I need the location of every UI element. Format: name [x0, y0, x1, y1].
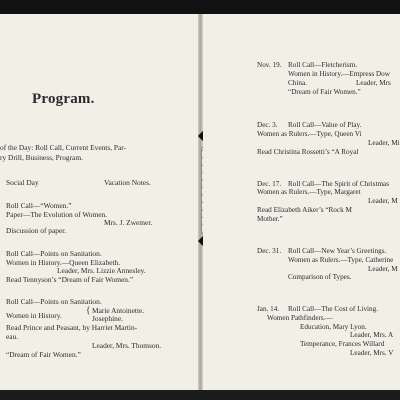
dec31-leader: Leader, M	[368, 265, 398, 273]
cover-bottom-edge	[0, 390, 400, 400]
dec3-roll-call: Roll Call—Value of Play.	[288, 121, 362, 129]
jan14-leader-2: Leader, Mrs. V	[350, 349, 394, 357]
cover-top-edge	[0, 0, 400, 14]
jan14-education: Education, Mary Lyon.	[300, 323, 367, 331]
vacation-notes: Vacation Notes.	[104, 178, 151, 187]
dec31-roll-call: Roll Call—New Year’s Greetings.	[288, 247, 387, 255]
women-in-history: Women in History.	[6, 311, 62, 320]
dec31-comparison: Comparison of Types.	[288, 273, 352, 281]
social-day: Social Day	[6, 178, 39, 187]
dec3-read: Read Christina Rossetti’s “A Royal	[257, 148, 359, 156]
read-tennyson: Read Tennyson’s “Dream of Fair Women.”	[6, 275, 134, 284]
roll-call-sanitation-1: Roll Call—Points on Sanitation.	[6, 249, 102, 258]
paper-author: Mrs. J. Zwemer.	[104, 218, 153, 227]
dec3-date: Dec. 3.	[257, 121, 278, 129]
roll-call-sanitation-2: Roll Call—Points on Sanitation.	[6, 297, 102, 306]
read-prince-line-1: Read Prince and Peasant, by Harriet Martin-	[6, 323, 138, 332]
roll-call-women: Roll Call—“Women.”	[6, 201, 72, 210]
dec17-mother: Mother.”	[257, 215, 283, 223]
nov19-women-history: Women in History.—Empress Dow	[288, 70, 390, 78]
paper-evolution: Paper—The Evolution of Women.	[6, 210, 108, 219]
dec17-leader: Leader, M	[368, 197, 398, 205]
dec17-women-rulers: Women as Rulers.—Type, Margaret	[257, 188, 361, 196]
page-title: Program.	[32, 91, 95, 107]
brace-symbol: {	[86, 305, 91, 315]
nov19-roll-call: Roll Call—Fletcherism.	[288, 61, 358, 69]
discussion-of-paper: Discussion of paper.	[6, 226, 67, 235]
dec31-women-rulers: Women as Rulers.—Type, Catherine	[288, 256, 394, 264]
read-prince-line-2: eau.	[6, 332, 19, 341]
nov19-leader: Leader, Mrs	[356, 79, 391, 87]
jan14-temperance: Temperance, Frances Willard	[300, 340, 385, 348]
leader-annesley: Leader, Mrs. Lizzie Annesley.	[57, 266, 146, 275]
order-of-day-line-2: ry Drill, Business, Program.	[0, 153, 83, 162]
leader-thomson: Leader, Mrs. Thomson.	[92, 341, 162, 350]
jan14-pathfinders: Women Pathfinders.—	[267, 314, 333, 322]
nov19-china: China.	[288, 79, 307, 87]
women-history-elizabeth: Women in History.—Queen Elizabeth.	[6, 258, 121, 267]
dec17-roll-call: Roll Call—The Spirit of Christmas	[288, 180, 390, 188]
jan14-date: Jan. 14.	[257, 305, 280, 313]
order-of-day-line-1: of the Day: Roll Call, Current Events, Par-	[0, 143, 127, 152]
dec3-women-rulers: Women as Rulers.—Type, Queen Vi	[257, 130, 362, 138]
dec3-leader: Leader, Mi	[368, 139, 400, 147]
dream-fair-women: “Dream of Fair Women.”	[6, 350, 81, 359]
josephine: Josephine.	[92, 314, 123, 323]
jan14-roll-call: Roll Call—The Cost of Living.	[288, 305, 379, 313]
marie-antoinette: Marie Antoinette.	[92, 306, 145, 315]
nov19-date: Nov. 19.	[257, 61, 282, 69]
jan14-leader-1: Leader, Mrs. A	[350, 331, 394, 339]
dec17-date: Dec. 17.	[257, 180, 282, 188]
dec31-date: Dec. 31.	[257, 247, 282, 255]
nov19-dream: “Dream of Fair Women.”	[288, 88, 361, 96]
dec17-read: Read Elizabeth Aiker’s “Rock M	[257, 206, 352, 214]
